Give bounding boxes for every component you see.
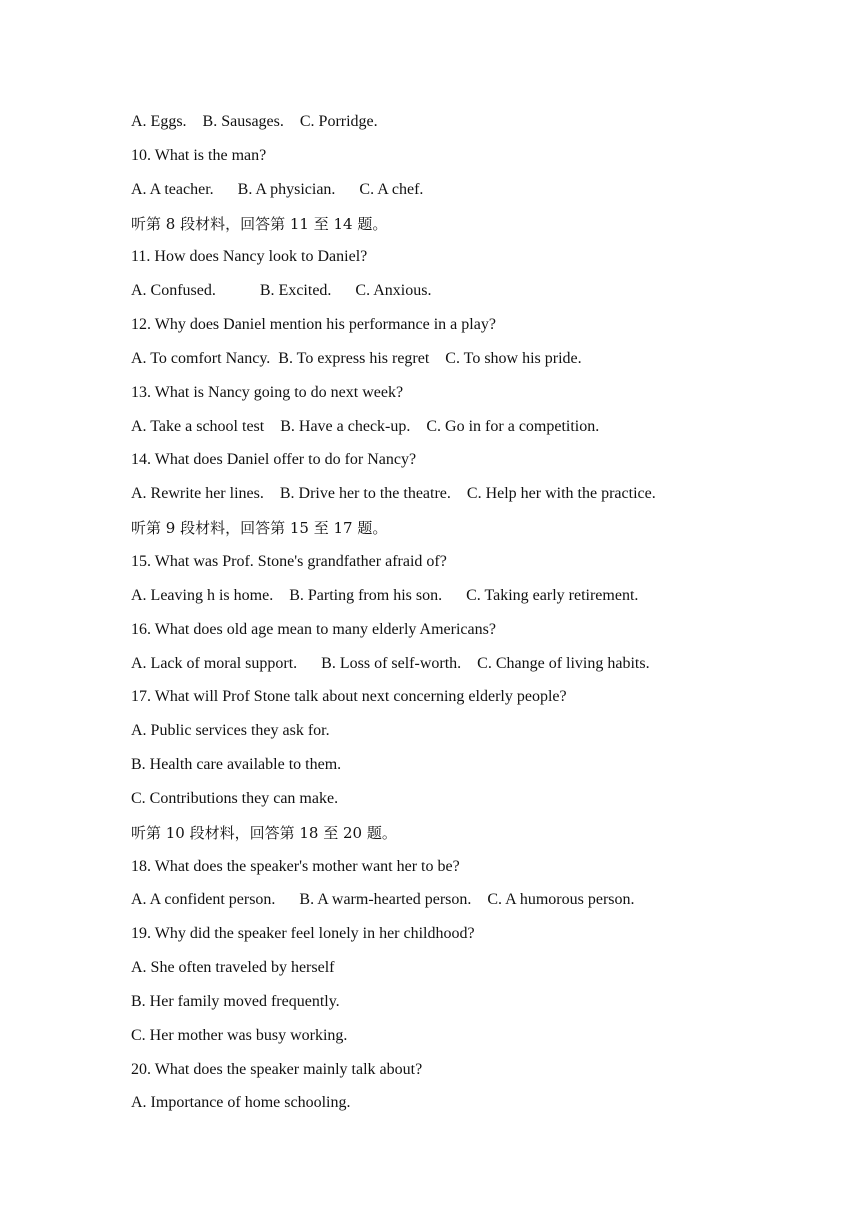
answer-option-b: B. Health care available to them. [131,756,342,774]
question-16: 16. What does old age mean to many elderly Americans? [131,620,496,638]
answer-options: A. Leaving h is home. B. Parting from his son. C. Taking early retirement. [131,586,639,604]
answer-option-c: C. Her mother was busy working. [131,1026,348,1044]
answer-options: A. Lack of moral support. B. Loss of self-worth. C. Change of living habits. [131,654,650,672]
answer-options: A. Rewrite her lines. B. Drive her to the theatre. C. Help her with the practice. [131,485,656,503]
answer-option-a: A. Importance of home schooling. [131,1094,351,1112]
section-instruction: 听第 8 段材料，回答第 11 至 14 题。 [131,214,388,233]
answer-options: A. Take a school test B. Have a check-up. C. Go in for a competition. [131,417,600,435]
section-instruction: 听第 10 段材料，回答第 18 至 20 题。 [131,823,397,842]
answer-option-a: A. She often traveled by herself [131,959,335,977]
answer-options: A. Confused. B. Excited. C. Anxious. [131,282,432,300]
question-14: 14. What does Daniel offer to do for Nancy? [131,451,417,469]
question-17: 17. What will Prof Stone talk about next concerning elderly people? [131,688,567,706]
answer-option-b: B. Her family moved frequently. [131,992,340,1010]
question-19: 19. Why did the speaker feel lonely in her childhood? [131,925,475,943]
answer-options: A. Eggs. B. Sausages. C. Porridge. [131,113,378,130]
question-18: 18. What does the speaker's mother want her to be? [131,857,460,875]
question-11: 11. How does Nancy look to Daniel? [131,248,368,266]
answer-options: A. A confident person. B. A warm-hearted person. C. A humorous person. [131,891,635,909]
question-20: 20. What does the speaker mainly talk about? [131,1060,423,1078]
question-13: 13. What is Nancy going to do next week? [131,383,404,401]
section-instruction: 听第 9 段材料，回答第 15 至 17 题。 [131,519,388,538]
question-10: 10. What is the man? [131,146,267,164]
answer-options: A. To comfort Nancy. B. To express his regret C. To show his pride. [131,349,582,367]
question-12: 12. Why does Daniel mention his performance in a play? [131,316,496,334]
question-15: 15. What was Prof. Stone's grandfather afraid of? [131,552,447,570]
answer-options: A. A teacher. B. A physician. C. A chef. [131,180,424,198]
answer-option-c: C. Contributions they can make. [131,789,339,807]
exam-text-block [131,110,831,1125]
answer-option-a: A. Public services they ask for. [131,722,330,740]
